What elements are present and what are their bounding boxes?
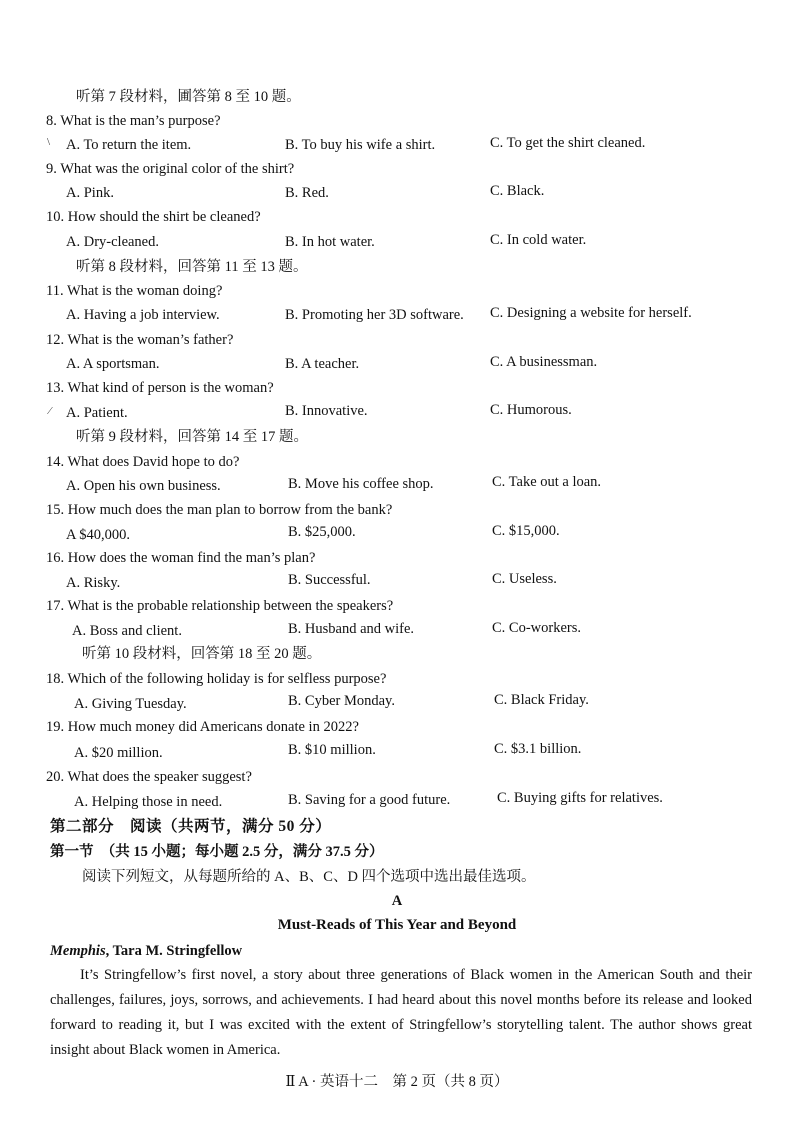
- question-15-option-c: C. $15,000.: [492, 523, 560, 539]
- question-10-option-a: A. Dry-cleaned.: [66, 234, 159, 250]
- question-19-option-b: B. $10 million.: [288, 742, 376, 758]
- question-20-stem: 20. What does the speaker suggest?: [46, 769, 252, 785]
- question-8-option-b: B. To buy his wife a shirt.: [285, 137, 436, 153]
- question-11-option-a: A. Having a job interview.: [66, 307, 220, 323]
- question-20-option-b: B. Saving for a good future.: [288, 792, 451, 808]
- question-15-option-b: B. $25,000.: [288, 524, 356, 540]
- question-14-stem: 14. What does David hope to do?: [46, 454, 240, 470]
- question-8-option-a: A. To return the item.: [66, 137, 192, 153]
- question-9-option-a: A. Pink.: [66, 185, 114, 201]
- section-8-instruction: 听第 8 段材料，回答第 11 至 13 题。: [76, 259, 308, 275]
- question-9-option-b: B. Red.: [285, 185, 329, 201]
- question-8-stem: 8. What is the man’s purpose?: [46, 113, 221, 129]
- question-15-stem: 15. How much does the man plan to borrow from the bank?: [46, 502, 393, 518]
- question-12-option-a: A. A sportsman.: [66, 356, 160, 372]
- question-14-option-b: B. Move his coffee shop.: [288, 476, 434, 492]
- question-12-stem: 12. What is the woman’s father?: [46, 332, 234, 348]
- question-13-stem: 13. What kind of person is the woman?: [46, 380, 274, 396]
- question-19-option-c: C. $3.1 billion.: [494, 741, 582, 757]
- question-19-option-a: A. $20 million.: [74, 745, 163, 761]
- page-footer: Ⅱ A · 英语十二 第 2 页（共 8 页）: [285, 1074, 509, 1090]
- question-11-option-b: B. Promoting her 3D software.: [285, 307, 464, 323]
- question-12-option-c: C. A businessman.: [490, 354, 598, 370]
- question-14-option-c: C. Take out a loan.: [492, 474, 602, 490]
- part-two-heading: 第二部分 阅读（共两节，满分 50 分）: [50, 818, 332, 835]
- question-20-option-a: A. Helping those in need.: [74, 794, 223, 810]
- question-11-option-c: C. Designing a website for herself.: [490, 305, 692, 321]
- question-10-option-c: C. In cold water.: [490, 232, 587, 248]
- question-17-option-a: A. Boss and client.: [72, 623, 182, 639]
- reading-instruction: 阅读下列短文，从每题所给的 A、B、C、D 四个选项中选出最佳选项。: [82, 869, 536, 885]
- book-entry-heading: [50, 942, 242, 960]
- section-one-heading: 第一节 （共 15 小题；每小题 2.5 分，满分 37.5 分）: [50, 844, 384, 860]
- question-18-stem: 18. Which of the following holiday is for selfless purpose?: [46, 671, 387, 687]
- question-12-option-b: B. A teacher.: [285, 356, 360, 372]
- question-16-option-b: B. Successful.: [288, 572, 371, 588]
- question-13-option-b: B. Innovative.: [285, 403, 368, 419]
- question-17-option-c: C. Co-workers.: [492, 620, 582, 636]
- passage-paragraph: [50, 963, 752, 1063]
- section-7-instruction: 听第 7 段材料，圃答第 8 至 10 题。: [76, 89, 301, 105]
- question-16-stem: 16. How does the woman find the man’s plan?: [46, 550, 316, 566]
- book-title: Memphis: [50, 943, 106, 959]
- pencil-mark-icon: ⁄: [49, 405, 51, 417]
- question-16-option-a: A. Risky.: [66, 575, 121, 591]
- section-9-instruction: 听第 9 段材料，回答第 14 至 17 题。: [76, 429, 308, 445]
- question-18-option-b: B. Cyber Monday.: [288, 693, 395, 709]
- question-17-option-b: B. Husband and wife.: [288, 621, 415, 637]
- passage-letter: A: [391, 893, 403, 909]
- question-18-option-c: C. Black Friday.: [494, 692, 589, 708]
- question-20-option-c: C. Buying gifts for relatives.: [497, 790, 663, 806]
- question-9-stem: 9. What was the original color of the shirt?: [46, 161, 295, 177]
- section-10-instruction: 听第 10 段材料，回答第 18 至 20 题。: [82, 646, 322, 662]
- book-author: , Tara M. Stringfellow: [105, 943, 243, 959]
- question-18-option-a: A. Giving Tuesday.: [74, 696, 187, 712]
- question-10-option-b: B. In hot water.: [285, 234, 375, 250]
- question-13-option-c: C. Humorous.: [490, 402, 572, 418]
- question-11-stem: 11. What is the woman doing?: [46, 283, 223, 299]
- question-16-option-c: C. Useless.: [492, 571, 557, 587]
- pencil-mark-icon: \: [47, 136, 51, 148]
- question-8-option-c: C. To get the shirt cleaned.: [490, 135, 646, 151]
- question-9-option-c: C. Black.: [490, 183, 545, 199]
- question-17-stem: 17. What is the probable relationship between the speakers?: [46, 598, 394, 614]
- paragraph-text: It’s Stringfellow’s first novel, a story about three generations of Black women in the American South and their challenges, failures, joys, sorrows, and achievements. I had heard about this novel months before its release and looked forward to reading it, but I was excited with the extent of Stringfellow’s storytelling talent. The author shows great insight about Black women in America.: [50, 967, 752, 1058]
- question-14-option-a: A. Open his own business.: [66, 478, 221, 494]
- question-10-stem: 10. How should the shirt be cleaned?: [46, 209, 261, 225]
- question-13-option-a: A. Patient.: [66, 405, 128, 421]
- passage-title: Must-Reads of This Year and Beyond: [277, 917, 517, 933]
- question-15-option-a: A $40,000.: [66, 527, 131, 543]
- question-19-stem: 19. How much money did Americans donate in 2022?: [46, 719, 359, 735]
